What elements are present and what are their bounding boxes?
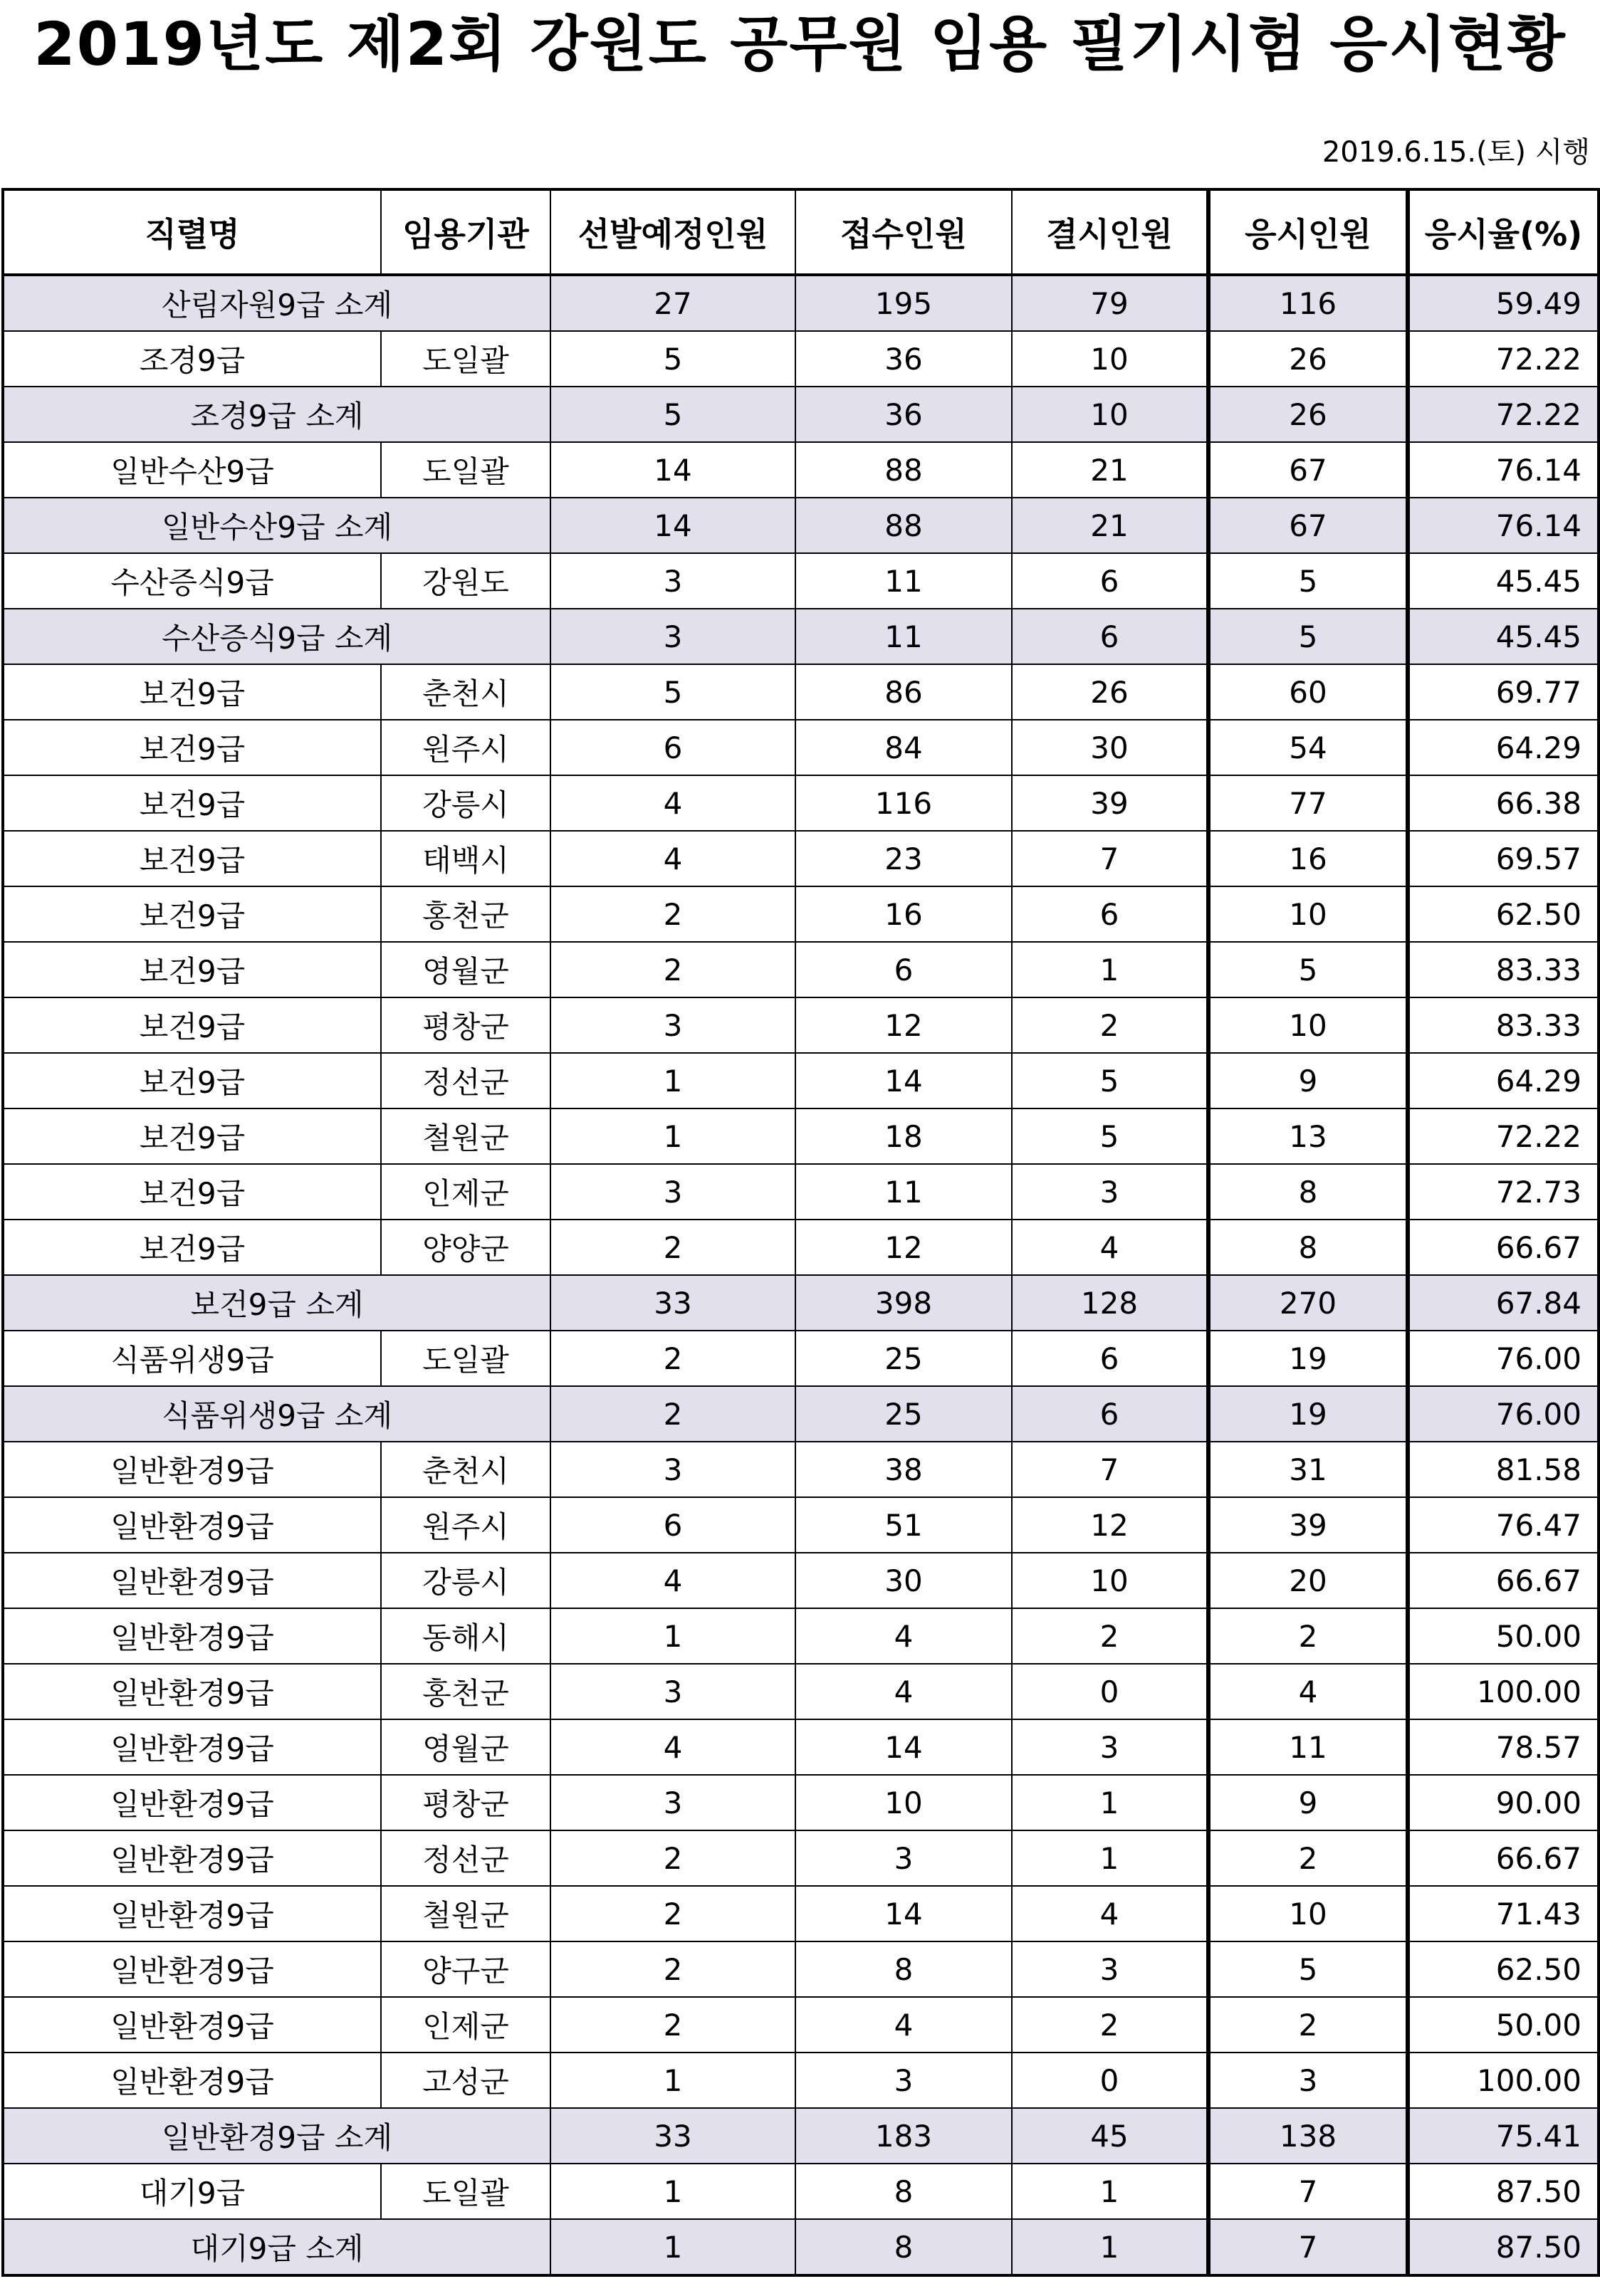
absent-count-cell: 1: [1012, 2164, 1208, 2219]
job-series-cell: 일반환경9급: [3, 1941, 381, 1997]
table-row: [3, 331, 1599, 387]
absent-count-cell: 1: [1012, 942, 1208, 997]
attended-count-cell: 19: [1208, 1331, 1408, 1386]
applied-count-cell: 88: [795, 442, 1012, 498]
absent-count-cell: 5: [1012, 1108, 1208, 1164]
job-series-cell: 보건9급: [3, 1053, 381, 1108]
agency-cell: 홍천군: [381, 1664, 550, 1719]
absent-count-cell: 6: [1012, 609, 1208, 664]
subtotal-label-cell: 일반수산9급 소계: [3, 498, 550, 553]
table-row: [3, 1719, 1599, 1775]
agency-cell: 평창군: [381, 997, 550, 1053]
applied-count-cell: 18: [795, 1108, 1012, 1164]
attended-count-cell: 5: [1208, 609, 1408, 664]
attended-count-cell: 270: [1208, 1275, 1408, 1331]
absent-count-cell: 26: [1012, 664, 1208, 720]
job-series-cell: 일반환경9급: [3, 1442, 381, 1497]
planned-count-cell: 3: [550, 609, 795, 664]
table-row: [3, 2053, 1599, 2108]
agency-cell: 홍천군: [381, 886, 550, 942]
absent-count-cell: 10: [1012, 331, 1208, 387]
absent-count-cell: 0: [1012, 1664, 1208, 1719]
attendance-rate-cell: 76.47: [1408, 1497, 1599, 1553]
planned-count-cell: 5: [550, 331, 795, 387]
attendance-rate-cell: 45.45: [1408, 609, 1599, 664]
header-applied-count: 접수인원: [795, 189, 1012, 275]
applied-count-cell: 183: [795, 2108, 1012, 2164]
agency-cell: 강릉시: [381, 775, 550, 831]
applied-count-cell: 4: [795, 1664, 1012, 1719]
attended-count-cell: 11: [1208, 1719, 1408, 1775]
agency-cell: 영월군: [381, 1719, 550, 1775]
subtotal-label-cell: 일반환경9급 소계: [3, 2108, 550, 2164]
attended-count-cell: 10: [1208, 886, 1408, 942]
attended-count-cell: 3: [1208, 2053, 1408, 2108]
table-row: [3, 1608, 1599, 1664]
absent-count-cell: 3: [1012, 1941, 1208, 1997]
attended-count-cell: 77: [1208, 775, 1408, 831]
absent-count-cell: 21: [1012, 442, 1208, 498]
table-row: [3, 1553, 1599, 1608]
attendance-rate-cell: 66.67: [1408, 1220, 1599, 1275]
absent-count-cell: 7: [1012, 1442, 1208, 1497]
subtotal-label-cell: 식품위생9급 소계: [3, 1386, 550, 1442]
attended-count-cell: 116: [1208, 275, 1408, 331]
planned-count-cell: 2: [550, 1331, 795, 1386]
planned-count-cell: 2: [550, 1830, 795, 1886]
table-row: [3, 1886, 1599, 1941]
agency-cell: 인제군: [381, 1164, 550, 1220]
job-series-cell: 보건9급: [3, 997, 381, 1053]
applied-count-cell: 84: [795, 720, 1012, 775]
applied-count-cell: 4: [795, 1608, 1012, 1664]
attended-count-cell: 19: [1208, 1386, 1408, 1442]
absent-count-cell: 1: [1012, 1775, 1208, 1830]
job-series-cell: 일반환경9급: [3, 1997, 381, 2053]
planned-count-cell: 4: [550, 1553, 795, 1608]
planned-count-cell: 1: [550, 1608, 795, 1664]
planned-count-cell: 2: [550, 886, 795, 942]
planned-count-cell: 5: [550, 664, 795, 720]
subtotal-row: [3, 498, 1599, 553]
applied-count-cell: 30: [795, 1553, 1012, 1608]
table-row: [3, 886, 1599, 942]
attended-count-cell: 4: [1208, 1664, 1408, 1719]
agency-cell: 강원도: [381, 553, 550, 609]
planned-count-cell: 2: [550, 1941, 795, 1997]
attendance-rate-cell: 76.14: [1408, 498, 1599, 553]
planned-count-cell: 2: [550, 1886, 795, 1941]
agency-cell: 원주시: [381, 720, 550, 775]
applied-count-cell: 11: [795, 553, 1012, 609]
table-row: [3, 1664, 1599, 1719]
table-row: [3, 1497, 1599, 1553]
absent-count-cell: 4: [1012, 1220, 1208, 1275]
applied-count-cell: 12: [795, 997, 1012, 1053]
agency-cell: 원주시: [381, 1497, 550, 1553]
attendance-rate-cell: 100.00: [1408, 1664, 1599, 1719]
planned-count-cell: 2: [550, 1997, 795, 2053]
applied-count-cell: 25: [795, 1386, 1012, 1442]
applied-count-cell: 36: [795, 387, 1012, 442]
attendance-rate-cell: 72.73: [1408, 1164, 1599, 1220]
table-row: [3, 720, 1599, 775]
absent-count-cell: 2: [1012, 1608, 1208, 1664]
attended-count-cell: 54: [1208, 720, 1408, 775]
job-series-cell: 보건9급: [3, 1164, 381, 1220]
planned-count-cell: 5: [550, 387, 795, 442]
agency-cell: 강릉시: [381, 1553, 550, 1608]
job-series-cell: 보건9급: [3, 664, 381, 720]
attendance-rate-cell: 76.14: [1408, 442, 1599, 498]
applied-count-cell: 86: [795, 664, 1012, 720]
table-row: [3, 1220, 1599, 1275]
agency-cell: 고성군: [381, 2053, 550, 2108]
applied-count-cell: 38: [795, 1442, 1012, 1497]
attendance-rate-cell: 90.00: [1408, 1775, 1599, 1830]
attended-count-cell: 5: [1208, 1941, 1408, 1997]
agency-cell: 도일괄: [381, 2164, 550, 2219]
planned-count-cell: 14: [550, 442, 795, 498]
absent-count-cell: 1: [1012, 2219, 1208, 2275]
applied-count-cell: 16: [795, 886, 1012, 942]
absent-count-cell: 6: [1012, 886, 1208, 942]
job-series-cell: 식품위생9급: [3, 1331, 381, 1386]
planned-count-cell: 6: [550, 720, 795, 775]
attendance-rate-cell: 87.50: [1408, 2164, 1599, 2219]
attended-count-cell: 8: [1208, 1220, 1408, 1275]
absent-count-cell: 2: [1012, 1997, 1208, 2053]
table-row: [3, 442, 1599, 498]
planned-count-cell: 6: [550, 1497, 795, 1553]
job-series-cell: 보건9급: [3, 942, 381, 997]
attendance-rate-cell: 83.33: [1408, 942, 1599, 997]
attendance-rate-cell: 62.50: [1408, 1941, 1599, 1997]
attendance-rate-cell: 45.45: [1408, 553, 1599, 609]
table-row: [3, 2164, 1599, 2219]
table-body: [3, 275, 1599, 2275]
subtotal-row: [3, 275, 1599, 331]
table-row: [3, 553, 1599, 609]
agency-cell: 평창군: [381, 1775, 550, 1830]
agency-cell: 양구군: [381, 1941, 550, 1997]
attended-count-cell: 39: [1208, 1497, 1408, 1553]
applied-count-cell: 23: [795, 831, 1012, 886]
attended-count-cell: 60: [1208, 664, 1408, 720]
agency-cell: 도일괄: [381, 1331, 550, 1386]
table-row: [3, 664, 1599, 720]
absent-count-cell: 128: [1012, 1275, 1208, 1331]
applied-count-cell: 14: [795, 1719, 1012, 1775]
attendance-rate-cell: 64.29: [1408, 1053, 1599, 1108]
job-series-cell: 일반환경9급: [3, 1553, 381, 1608]
attended-count-cell: 26: [1208, 387, 1408, 442]
job-series-cell: 수산증식9급: [3, 553, 381, 609]
absent-count-cell: 6: [1012, 1331, 1208, 1386]
attendance-rate-cell: 66.67: [1408, 1830, 1599, 1886]
table-row: [3, 1830, 1599, 1886]
planned-count-cell: 2: [550, 1386, 795, 1442]
header-absent-count: 결시인원: [1012, 189, 1208, 275]
applied-count-cell: 14: [795, 1053, 1012, 1108]
attendance-rate-cell: 50.00: [1408, 1997, 1599, 2053]
attended-count-cell: 2: [1208, 1830, 1408, 1886]
attendance-rate-cell: 66.38: [1408, 775, 1599, 831]
absent-count-cell: 30: [1012, 720, 1208, 775]
absent-count-cell: 6: [1012, 553, 1208, 609]
applied-count-cell: 4: [795, 1997, 1012, 2053]
planned-count-cell: 3: [550, 1164, 795, 1220]
table-row: [3, 1442, 1599, 1497]
absent-count-cell: 12: [1012, 1497, 1208, 1553]
agency-cell: 양양군: [381, 1220, 550, 1275]
subtotal-label-cell: 대기9급 소계: [3, 2219, 550, 2275]
planned-count-cell: 1: [550, 2164, 795, 2219]
absent-count-cell: 4: [1012, 1886, 1208, 1941]
attended-count-cell: 16: [1208, 831, 1408, 886]
attendance-rate-cell: 50.00: [1408, 1608, 1599, 1664]
absent-count-cell: 6: [1012, 1386, 1208, 1442]
attendance-rate-cell: 100.00: [1408, 2053, 1599, 2108]
subtotal-row: [3, 609, 1599, 664]
subtotal-label-cell: 수산증식9급 소계: [3, 609, 550, 664]
applied-count-cell: 398: [795, 1275, 1012, 1331]
job-series-cell: 일반환경9급: [3, 1664, 381, 1719]
absent-count-cell: 39: [1012, 775, 1208, 831]
applied-count-cell: 36: [795, 331, 1012, 387]
attendance-rate-cell: 75.41: [1408, 2108, 1599, 2164]
agency-cell: 정선군: [381, 1830, 550, 1886]
subtotal-row: [3, 1275, 1599, 1331]
attendance-rate-cell: 62.50: [1408, 886, 1599, 942]
job-series-cell: 보건9급: [3, 1108, 381, 1164]
subtotal-row: [3, 387, 1599, 442]
attended-count-cell: 67: [1208, 498, 1408, 553]
agency-cell: 도일괄: [381, 331, 550, 387]
subtotal-row: [3, 2108, 1599, 2164]
planned-count-cell: 4: [550, 831, 795, 886]
job-series-cell: 보건9급: [3, 886, 381, 942]
attended-count-cell: 31: [1208, 1442, 1408, 1497]
applied-count-cell: 6: [795, 942, 1012, 997]
subtotal-label-cell: 조경9급 소계: [3, 387, 550, 442]
attended-count-cell: 2: [1208, 1608, 1408, 1664]
planned-count-cell: 27: [550, 275, 795, 331]
attendance-rate-cell: 67.84: [1408, 1275, 1599, 1331]
job-series-cell: 보건9급: [3, 831, 381, 886]
job-series-cell: 대기9급: [3, 2164, 381, 2219]
absent-count-cell: 79: [1012, 275, 1208, 331]
planned-count-cell: 3: [550, 1775, 795, 1830]
planned-count-cell: 33: [550, 2108, 795, 2164]
planned-count-cell: 1: [550, 1053, 795, 1108]
absent-count-cell: 3: [1012, 1719, 1208, 1775]
job-series-cell: 조경9급: [3, 331, 381, 387]
applied-count-cell: 8: [795, 2164, 1012, 2219]
planned-count-cell: 1: [550, 2219, 795, 2275]
job-series-cell: 일반환경9급: [3, 2053, 381, 2108]
applied-count-cell: 8: [795, 2219, 1012, 2275]
attended-count-cell: 10: [1208, 1886, 1408, 1941]
attendance-rate-cell: 66.67: [1408, 1553, 1599, 1608]
header-planned-count: 선발예정인원: [550, 189, 795, 275]
attended-count-cell: 10: [1208, 997, 1408, 1053]
absent-count-cell: 2: [1012, 997, 1208, 1053]
planned-count-cell: 2: [550, 942, 795, 997]
job-series-cell: 일반환경9급: [3, 1497, 381, 1553]
attendance-rate-cell: 76.00: [1408, 1331, 1599, 1386]
agency-cell: 춘천시: [381, 1442, 550, 1497]
attendance-rate-cell: 87.50: [1408, 2219, 1599, 2275]
attended-count-cell: 13: [1208, 1108, 1408, 1164]
attendance-rate-cell: 76.00: [1408, 1386, 1599, 1442]
planned-count-cell: 2: [550, 1220, 795, 1275]
attended-count-cell: 138: [1208, 2108, 1408, 2164]
attendance-rate-cell: 69.57: [1408, 831, 1599, 886]
applied-count-cell: 116: [795, 775, 1012, 831]
attended-count-cell: 5: [1208, 553, 1408, 609]
job-series-cell: 일반환경9급: [3, 1719, 381, 1775]
attendance-rate-cell: 71.43: [1408, 1886, 1599, 1941]
applied-count-cell: 3: [795, 1830, 1012, 1886]
agency-cell: 철원군: [381, 1108, 550, 1164]
attended-count-cell: 20: [1208, 1553, 1408, 1608]
applied-count-cell: 3: [795, 2053, 1012, 2108]
absent-count-cell: 10: [1012, 1553, 1208, 1608]
exam-date: 2019.6.15.(토) 시행: [1322, 136, 1590, 169]
agency-cell: 철원군: [381, 1886, 550, 1941]
table-row: [3, 1941, 1599, 1997]
attended-count-cell: 26: [1208, 331, 1408, 387]
planned-count-cell: 4: [550, 775, 795, 831]
subtotal-label-cell: 보건9급 소계: [3, 1275, 550, 1331]
job-series-cell: 보건9급: [3, 775, 381, 831]
attended-count-cell: 5: [1208, 942, 1408, 997]
attendance-rate-cell: 81.58: [1408, 1442, 1599, 1497]
applied-count-cell: 195: [795, 275, 1012, 331]
attended-count-cell: 7: [1208, 2219, 1408, 2275]
applied-count-cell: 88: [795, 498, 1012, 553]
subtotal-row: [3, 2219, 1599, 2275]
absent-count-cell: 5: [1012, 1053, 1208, 1108]
planned-count-cell: 3: [550, 1664, 795, 1719]
absent-count-cell: 7: [1012, 831, 1208, 886]
header-attendance-rate: 응시율(%): [1408, 189, 1599, 275]
attended-count-cell: 2: [1208, 1997, 1408, 2053]
attendance-rate-cell: 64.29: [1408, 720, 1599, 775]
attendance-rate-cell: 72.22: [1408, 1108, 1599, 1164]
attended-count-cell: 7: [1208, 2164, 1408, 2219]
planned-count-cell: 3: [550, 997, 795, 1053]
table-row: [3, 1108, 1599, 1164]
absent-count-cell: 0: [1012, 2053, 1208, 2108]
table-row: [3, 997, 1599, 1053]
table-row: [3, 1775, 1599, 1830]
agency-cell: 동해시: [381, 1608, 550, 1664]
document-title: 2019년도 제2회 강원도 공무원 임용 필기시험 응시현황: [33, 9, 1567, 79]
planned-count-cell: 4: [550, 1719, 795, 1775]
attendance-rate-cell: 72.22: [1408, 331, 1599, 387]
agency-cell: 정선군: [381, 1053, 550, 1108]
agency-cell: 춘천시: [381, 664, 550, 720]
planned-count-cell: 3: [550, 553, 795, 609]
job-series-cell: 일반수산9급: [3, 442, 381, 498]
job-series-cell: 일반환경9급: [3, 1775, 381, 1830]
attendance-rate-cell: 83.33: [1408, 997, 1599, 1053]
job-series-cell: 보건9급: [3, 720, 381, 775]
planned-count-cell: 1: [550, 2053, 795, 2108]
job-series-cell: 보건9급: [3, 1220, 381, 1275]
absent-count-cell: 45: [1012, 2108, 1208, 2164]
absent-count-cell: 10: [1012, 387, 1208, 442]
attended-count-cell: 9: [1208, 1775, 1408, 1830]
planned-count-cell: 33: [550, 1275, 795, 1331]
applied-count-cell: 11: [795, 1164, 1012, 1220]
applied-count-cell: 8: [795, 1941, 1012, 1997]
agency-cell: 도일괄: [381, 442, 550, 498]
agency-cell: 영월군: [381, 942, 550, 997]
applied-count-cell: 25: [795, 1331, 1012, 1386]
attended-count-cell: 8: [1208, 1164, 1408, 1220]
subtotal-label-cell: 산림자원9급 소계: [3, 275, 550, 331]
agency-cell: 태백시: [381, 831, 550, 886]
attendance-rate-cell: 59.49: [1408, 275, 1599, 331]
planned-count-cell: 14: [550, 498, 795, 553]
absent-count-cell: 21: [1012, 498, 1208, 553]
applied-count-cell: 12: [795, 1220, 1012, 1275]
attended-count-cell: 9: [1208, 1053, 1408, 1108]
table-row: [3, 1997, 1599, 2053]
table-row: [3, 775, 1599, 831]
attended-count-cell: 67: [1208, 442, 1408, 498]
attendance-rate-cell: 78.57: [1408, 1719, 1599, 1775]
absent-count-cell: 1: [1012, 1830, 1208, 1886]
job-series-cell: 일반환경9급: [3, 1830, 381, 1886]
table-row: [3, 1053, 1599, 1108]
applied-count-cell: 51: [795, 1497, 1012, 1553]
job-series-cell: 일반환경9급: [3, 1608, 381, 1664]
exam-status-table: [1, 188, 1600, 2277]
applied-count-cell: 11: [795, 609, 1012, 664]
planned-count-cell: 3: [550, 1442, 795, 1497]
applied-count-cell: 14: [795, 1886, 1012, 1941]
attendance-rate-cell: 72.22: [1408, 387, 1599, 442]
header-job-series: 직렬명: [3, 189, 381, 275]
header-agency: 임용기관: [381, 189, 550, 275]
table-row: [3, 1164, 1599, 1220]
job-series-cell: 일반환경9급: [3, 1886, 381, 1941]
absent-count-cell: 3: [1012, 1164, 1208, 1220]
applied-count-cell: 10: [795, 1775, 1012, 1830]
table-row: [3, 942, 1599, 997]
table-row: [3, 1331, 1599, 1386]
agency-cell: 인제군: [381, 1997, 550, 2053]
table-header-row: [3, 189, 1599, 275]
header-attended-count: 응시인원: [1208, 189, 1408, 275]
attendance-rate-cell: 69.77: [1408, 664, 1599, 720]
planned-count-cell: 1: [550, 1108, 795, 1164]
subtotal-row: [3, 1386, 1599, 1442]
table-row: [3, 831, 1599, 886]
